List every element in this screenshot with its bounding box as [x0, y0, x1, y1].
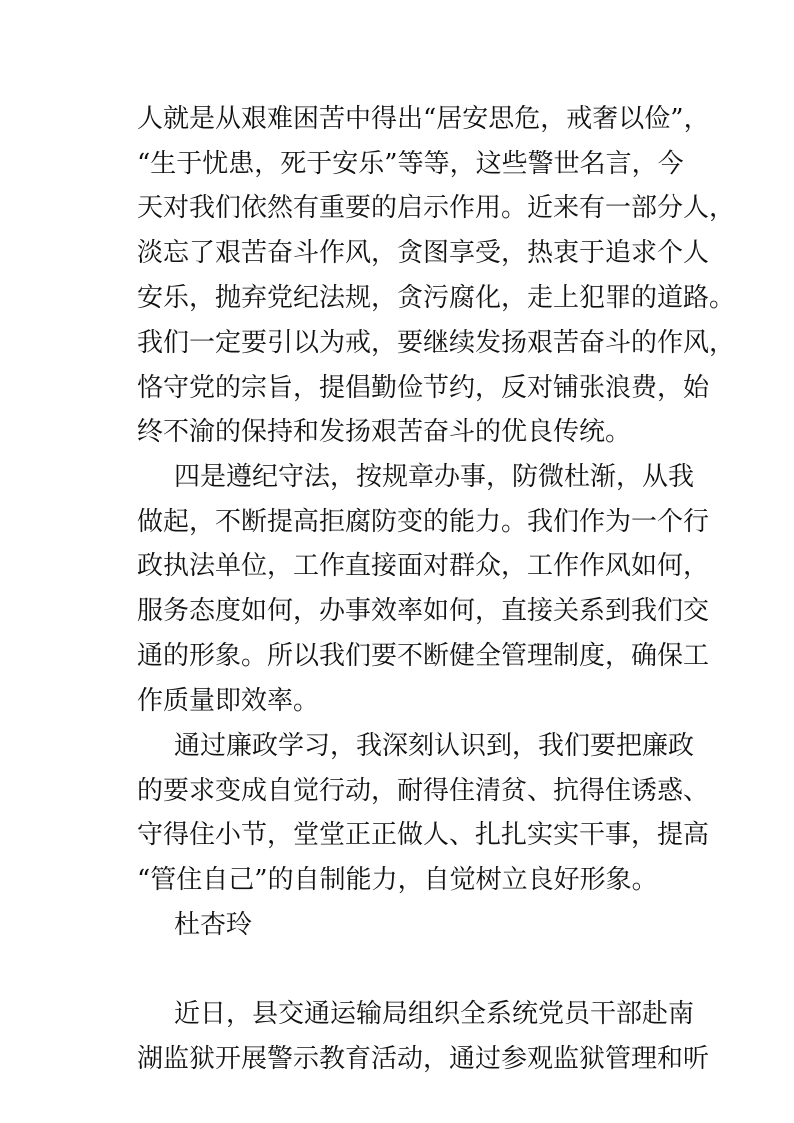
text-line: 安乐，抛弃党纪法规，贪污腐化，走上犯罪的道路。 [137, 283, 736, 313]
paragraph-first-line: 通过廉政学习，我深刻认识到，我们要把廉政 [174, 731, 695, 761]
text-line: “生于忧患，死于安乐”等等，这些警世名言，今 [137, 149, 684, 179]
text-line: 天对我们依然有重要的启示作用。近来有一部分人， [137, 193, 736, 223]
text-line: 人就是从艰难困苦中得出“居安思危，戒奢以俭”， [137, 104, 710, 134]
author-name: 杜杏玲 [174, 910, 253, 940]
text-line: 作质量即效率。 [137, 686, 320, 716]
text-line: 淡忘了艰苦奋斗作风，贪图享受，热衷于追求个人 [137, 238, 710, 268]
text-line: 恪守党的宗旨，提倡勤俭节约，反对铺张浪费，始 [137, 373, 710, 403]
text-line: 湖监狱开展警示教育活动，通过参观监狱管理和听 [137, 1044, 710, 1074]
text-line: “管住自己”的自制能力，自觉树立良好形象。 [137, 865, 658, 895]
text-line: 我们一定要引以为戒，要继续发扬艰苦奋斗的作风， [137, 328, 736, 358]
text-line: 的要求变成自觉行动，耐得住清贫、抗得住诱惑、 [137, 776, 710, 806]
text-line: 政执法单位，工作直接面对群众，工作作风如何， [137, 551, 710, 581]
text-line: 服务态度如何，办事效率如何，直接关系到我们交 [137, 596, 710, 626]
text-line: 终不渝的保持和发扬艰苦奋斗的优良传统。 [137, 417, 632, 447]
paragraph-first-line: 近日，县交通运输局组织全系统党员干部赴南 [174, 999, 695, 1029]
text-line: 守得住小节，堂堂正正做人、扎扎实实干事，提高 [137, 820, 710, 850]
text-line: 通的形象。所以我们要不断健全管理制度，确保工 [137, 641, 710, 671]
paragraph-first-line: 四是遵纪守法，按规章办事，防微杜渐，从我 [174, 462, 695, 492]
text-line: 做起，不断提高拒腐防变的能力。我们作为一个行 [137, 507, 710, 537]
